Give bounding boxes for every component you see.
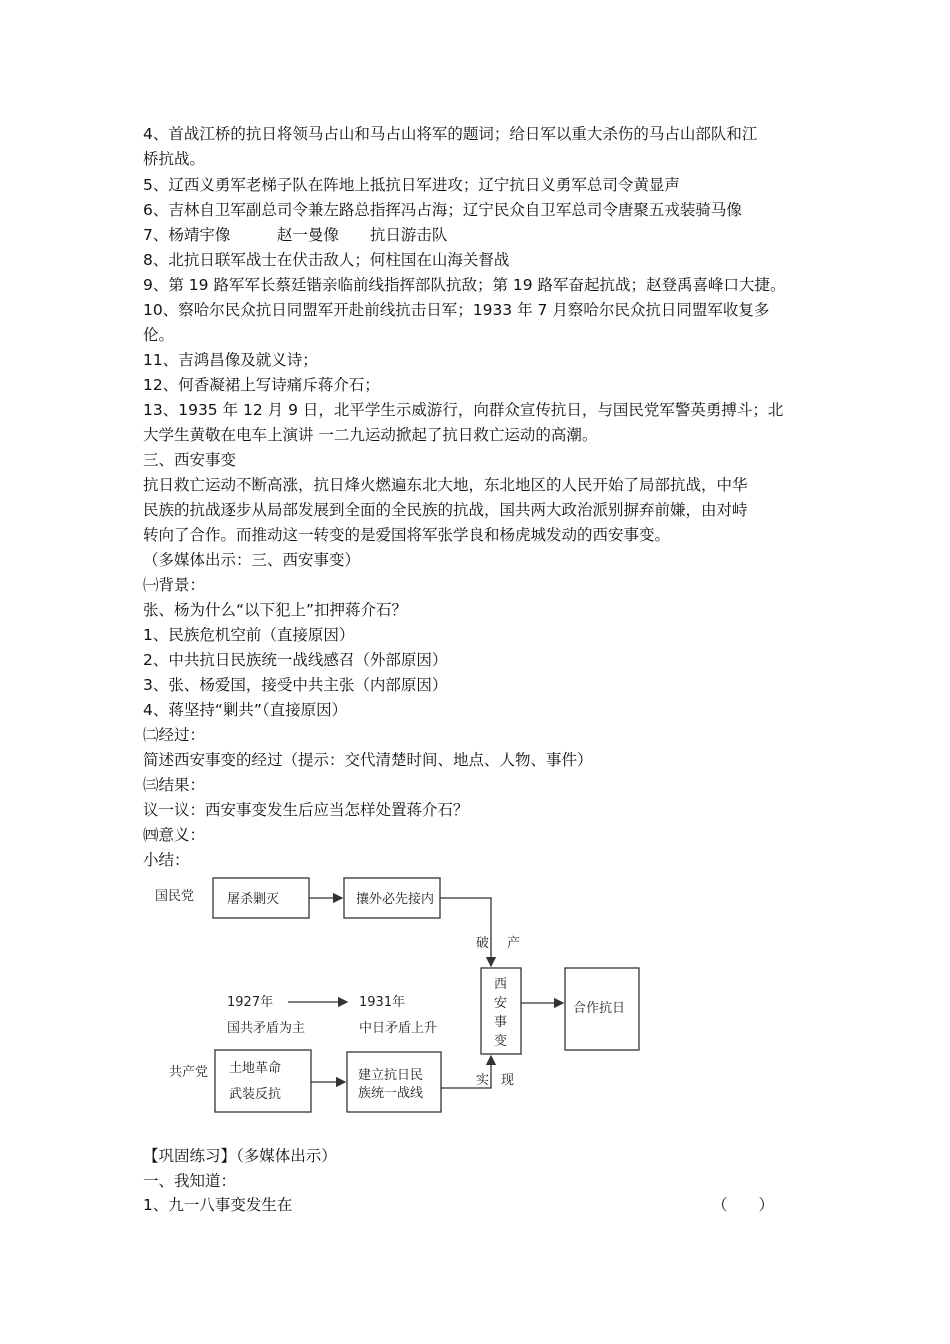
xian-char-4: 变 (494, 1034, 508, 1049)
list-item: 1、民族危机空前（直接原因） (143, 626, 355, 644)
section-heading: 三、西安事变 (143, 451, 237, 469)
text-line: 10、察哈尔民众抗日同盟军开赴前线抗击日军；1933 年 7 月察哈尔民众抗日同盟军收复多 (143, 301, 770, 319)
exercise-heading: 【巩固练习】（多媒体出示） (143, 1147, 337, 1165)
text-line: 9、第 19 路军军长蔡廷锴亲临前线指挥部队抗敌；第 19 路军奋起抗战；赵登禹喜峰口大捷。 (143, 276, 786, 294)
list-item: 4、蒋坚持“剿共”（直接原因） (143, 701, 348, 719)
text-line: 13、1935 年 12 月 9 日，北平学生示威游行，向群众宣传抗日，与国民党军警英勇搏斗；北 (143, 401, 784, 419)
ccp-box-2-text-a: 建立抗日民 (358, 1068, 424, 1083)
text-line: 4、首战江桥的抗日将领马占山和马占山将军的题词；给日军以重大杀伤的马占山部队和江 (143, 125, 758, 143)
note-1931: 中日矛盾上升 (359, 1021, 438, 1036)
text-line: 抗日救亡运动不断高涨，抗日烽火燃遍东北大地，东北地区的人民开始了局部抗战，中华 (143, 476, 748, 494)
list-item: 2、中共抗日民族统一战线感召（外部原因） (143, 651, 448, 669)
text-line: 转向了合作。而推动这一转变的是爱国将军张学良和杨虎城发动的西安事变。 (143, 526, 671, 544)
year-1927: 1927年 (227, 995, 274, 1010)
text-line: 简述西安事变的经过（提示：交代清楚时间、地点、人物、事件） (143, 751, 593, 769)
text-line: 6、吉林自卫军副总司令兼左路总指挥冯占海；辽宁民众自卫军总司令唐聚五戎装骑马像 (143, 201, 742, 219)
text-line: 小结： (143, 851, 190, 869)
text-line: 5、辽西义勇军老梯子队在阵地上抵抗日军进攻；辽宁抗日义勇军总司令黄显声 (143, 176, 680, 194)
text-line: 8、北抗日联军战士在伏击敌人；何柱国在山海关督战 (143, 251, 510, 269)
real-char-1: 实 (476, 1073, 490, 1088)
subheading: ㈠背景： (143, 576, 206, 594)
text-line: 大学生黄敬在电车上演讲 一二九运动掀起了抗日救亡运动的高潮。 (143, 426, 598, 444)
subheading: ㈣意义： (143, 826, 206, 844)
kmt-box-1-text: 屠杀剿灭 (227, 892, 280, 907)
text-line: （多媒体出示：三、西安事变） (143, 551, 361, 569)
question-1: 1、九一八事变发生在 (143, 1196, 293, 1214)
text-line: 伦。 (143, 326, 175, 344)
text-line: 12、何香凝裙上写诗痛斥蒋介石； (143, 376, 380, 394)
ccp-box-2-text-b: 族统一战线 (358, 1086, 424, 1101)
note-1927: 国共矛盾为主 (227, 1021, 306, 1036)
arrow (440, 898, 491, 966)
ccp-box-1-text-a: 土地革命 (229, 1061, 282, 1076)
xian-char-1: 西 (494, 977, 508, 992)
ccp-box-1-text-b: 武装反抗 (229, 1087, 282, 1102)
answer-blank: （ ） (712, 1196, 775, 1214)
subheading: ㈢结果： (143, 776, 206, 794)
text-line: 桥抗战。 (143, 150, 206, 168)
kmt-box-2-text: 攘外必先接内 (356, 892, 435, 907)
real-char-2: 现 (501, 1073, 515, 1088)
xian-char-3: 事 (494, 1015, 508, 1030)
text-line: 议一议：西安事变发生后应当怎样处置蒋介石？ (143, 801, 469, 819)
text-line: 张、杨为什么“以下犯上”扣押蒋介石？ (143, 601, 408, 619)
text-line: 7、杨靖宇像 赵一曼像 抗日游击队 (143, 226, 448, 244)
summary-flow-diagram (143, 872, 663, 1122)
subheading: ㈡经过： (143, 726, 206, 744)
list-item: 3、张、杨爱国，接受中共主张（内部原因） (143, 676, 448, 694)
break-char-1: 破 (476, 936, 490, 951)
ccp-label: 共产党 (169, 1065, 209, 1080)
kmt-label: 国民党 (155, 889, 195, 904)
text-line: 11、吉鸿昌像及就义诗； (143, 351, 318, 369)
exercise-section: 一、我知道： (143, 1172, 237, 1190)
xian-char-2: 安 (494, 996, 508, 1011)
result-box-text: 合作抗日 (573, 1001, 626, 1016)
year-1931: 1931年 (359, 995, 406, 1010)
break-char-2: 产 (507, 936, 521, 951)
ccp-box-1 (215, 1050, 311, 1112)
text-line: 民族的抗战逐步从局部发展到全面的全民族的抗战，国共两大政治派别摒弃前嫌，由对峙 (143, 501, 748, 519)
